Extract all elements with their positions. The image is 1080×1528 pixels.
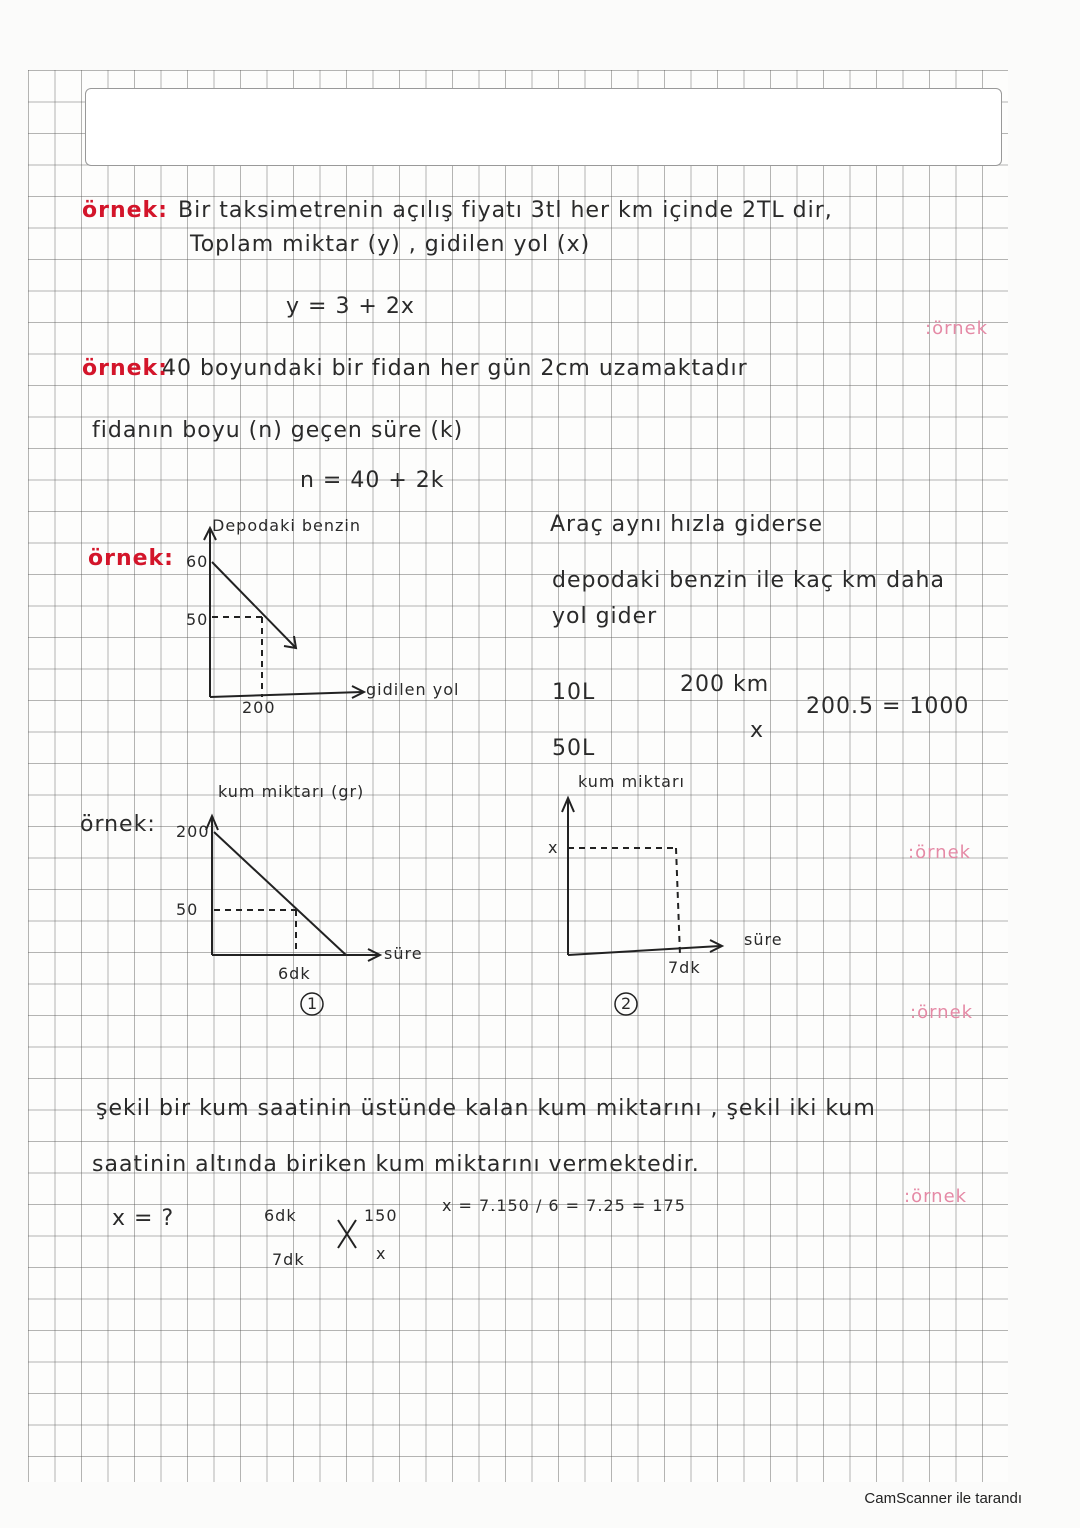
- calc-200km: 200 km: [680, 672, 770, 697]
- example-label: örnek:: [82, 356, 168, 381]
- prop-150: 150: [364, 1206, 398, 1225]
- example-label: örnek:: [80, 812, 156, 837]
- solution: x = 7.150 / 6 = 7.25 = 175: [442, 1196, 686, 1215]
- x-question: x = ?: [112, 1206, 175, 1231]
- text-line1: şekil bir kum saatinin üstünde kalan kum miktarını , şekil iki kum: [96, 1096, 876, 1121]
- calc-50l: 50L: [552, 736, 596, 761]
- graph-y-tick: 60: [186, 552, 209, 571]
- graph2-x-tick: 7dk: [668, 958, 701, 977]
- example1-line1: Bir taksimetrenin açılış fiyatı 3tl her km içinde 2TL dir,: [178, 198, 833, 223]
- graph1-y-tick: 200: [176, 822, 210, 841]
- graph2-number: 2: [621, 994, 633, 1013]
- question-line2: depodaki benzin ile kaç km daha: [552, 568, 945, 593]
- prop-6dk: 6dk: [264, 1206, 297, 1225]
- example-label: örnek:: [88, 546, 174, 571]
- graph-x-tick: 200: [242, 698, 276, 717]
- example2-formula: n = 40 + 2k: [300, 468, 445, 493]
- calc-10l: 10L: [552, 680, 596, 705]
- graph1-x-tick: 6dk: [278, 964, 311, 983]
- graph1-y-label: kum miktarı (gr): [218, 782, 365, 801]
- scanner-footer: CamScanner ile tarandı: [864, 1490, 1022, 1507]
- graph2-y-label: kum miktarı: [578, 772, 685, 791]
- calc-x: x: [750, 718, 765, 743]
- margin-note: :örnek: [908, 842, 972, 863]
- margin-note: :örnek: [910, 1002, 974, 1023]
- example-label: örnek:: [82, 198, 168, 223]
- graph1-x-label: süre: [384, 944, 423, 963]
- graph2-y-tick: x: [548, 838, 559, 857]
- graph1-number: 1: [307, 994, 319, 1013]
- text-line2: saatinin altında biriken kum miktarını vermektedir.: [92, 1152, 700, 1177]
- prop-x: x: [376, 1244, 387, 1263]
- example2-line2: fidanın boyu (n) geçen süre (k): [92, 418, 464, 443]
- question-line1: Araç aynı hızla giderse: [550, 512, 824, 537]
- example1-line2: Toplam miktar (y) , gidilen yol (x): [190, 232, 591, 257]
- graph2-x-label: süre: [744, 930, 783, 949]
- graph-y-tick: 50: [186, 610, 209, 629]
- graph-x-label: gidilen yol: [366, 680, 460, 699]
- prop-7dk: 7dk: [272, 1250, 305, 1269]
- graph1-y-tick: 50: [176, 900, 199, 919]
- margin-note: :örnek: [925, 318, 989, 339]
- example2-line1: 40 boyundaki bir fidan her gün 2cm uzamaktadır: [162, 356, 748, 381]
- example1-formula: y = 3 + 2x: [286, 294, 415, 319]
- question-line3: yol gider: [552, 604, 658, 629]
- calc-result: 200.5 = 1000: [806, 694, 970, 719]
- graph-y-label: Depodaki benzin: [212, 516, 361, 535]
- margin-note: :örnek: [904, 1186, 968, 1207]
